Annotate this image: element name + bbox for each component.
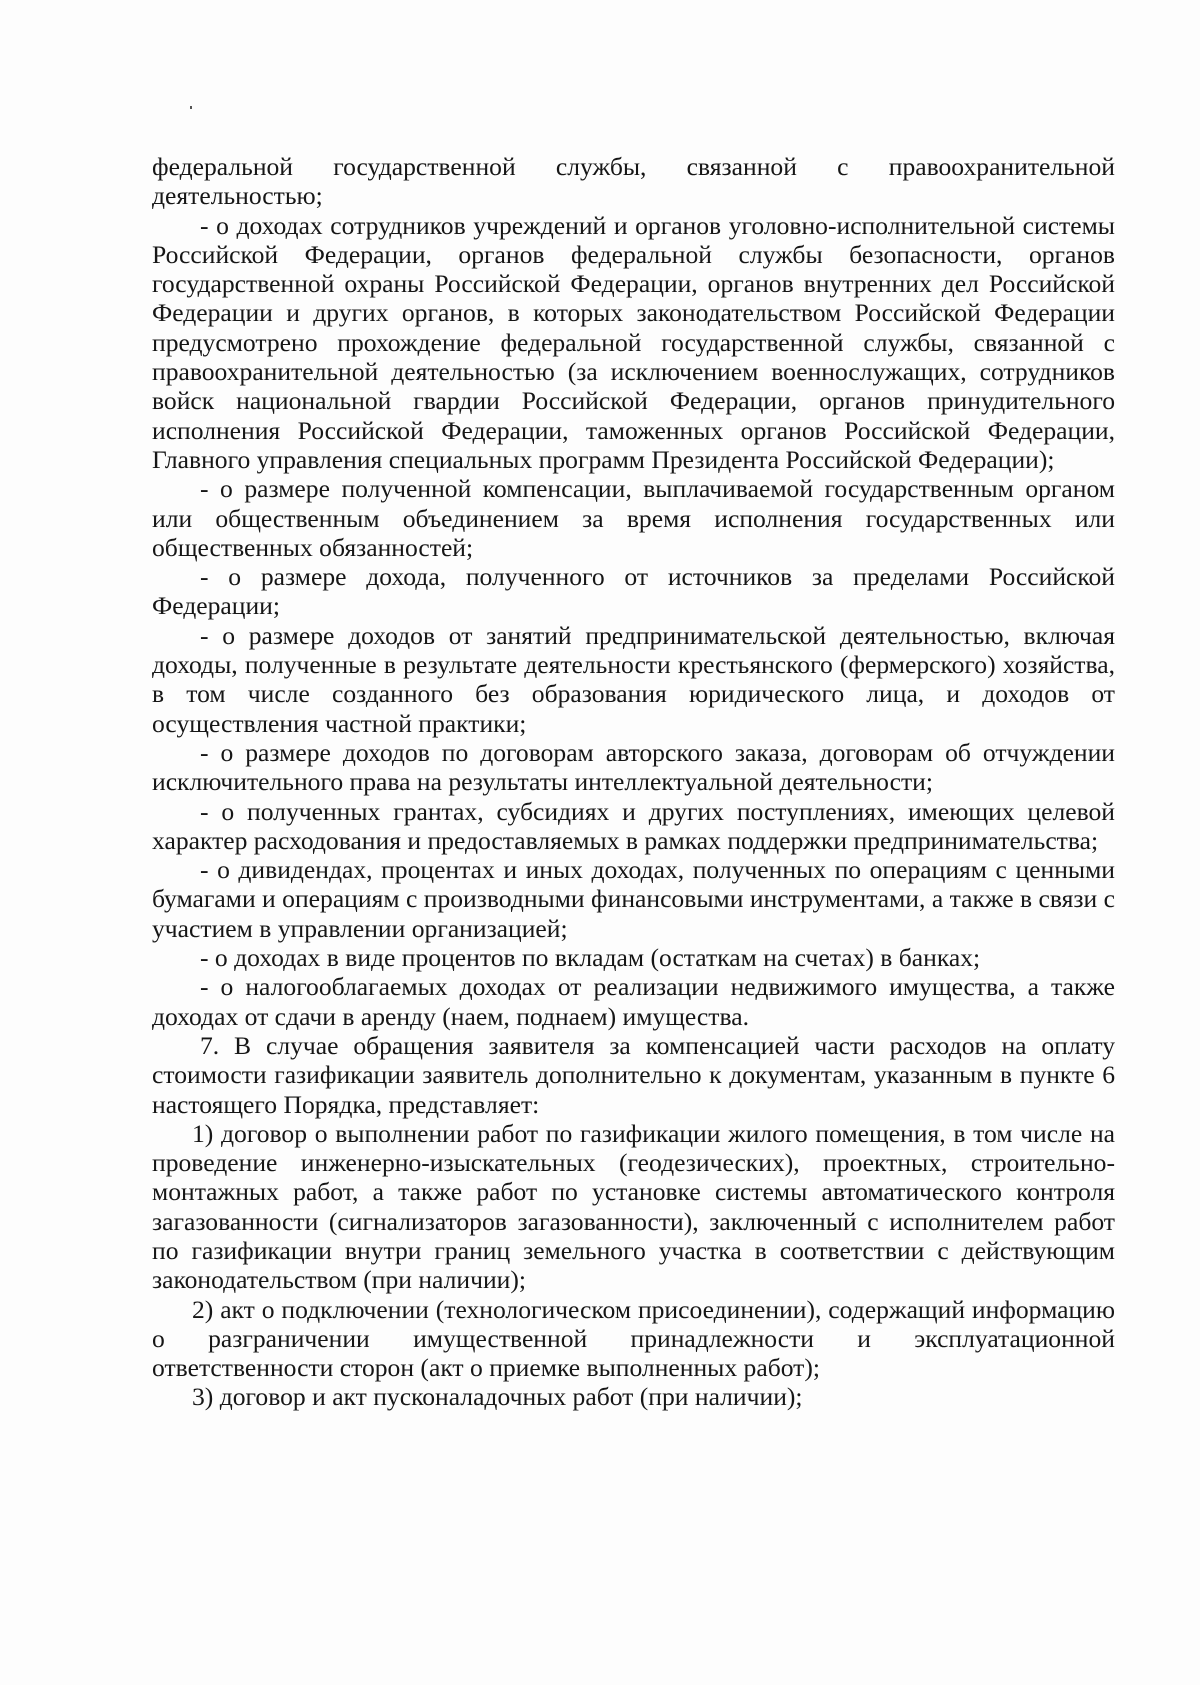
paragraph-law-enforcement-income: - о доходах сотрудников учреждений и органов уголовно-исполнительной системы Российской Федерации, органов федеральной службы безопасности, органов государственной охраны Российской Федерации, органов внутренних дел Российской Федерации и других органов, в которых законодательством Российской Федерации предусмотрено прохождение федеральной государственной службы, связанной с правоохранительной деятельностью (за исключением военнослужащих, сотрудников войск национальной гвардии Российской Федерации, органов принудительного исполнения Российской Федерации, таможенных органов Российской Федерации, Главного управления специальных программ Президента Российской Федерации); [152, 210, 1115, 474]
scan-speck [190, 106, 192, 109]
paragraph-item-1: 1) договор о выполнении работ по газификации жилого помещения, в том числе на проведение инженерно-изыскательных (геодезических), проектных, строительно-монтажных работ, а также работ по установке системы автоматического контроля загазованности (сигнализаторов загазованности), заключенный с исполнителем работ по газификации внутри границ земельного участка в соответствии с действующим законодательством (при наличии); [152, 1118, 1115, 1295]
paragraph-section-7: 7. В случае обращения заявителя за компенсацией части расходов на оплату стоимости газификации заявитель дополнительно к документам, указанным в пункте 6 настоящего Порядка, представляет: [152, 1030, 1115, 1119]
paragraph-real-estate: - о налогооблагаемых доходах от реализации недвижимого имущества, а также доходах от сдачи в аренду (наем, поднаем) имущества. [152, 972, 1115, 1031]
paragraph-dividends: - о дивидендах, процентах и иных доходах, полученных по операциям с ценными бумагами и операциям с производными финансовыми инструментами, а также в связи с участием в управлении организацией; [152, 855, 1115, 943]
paragraph-author-contracts: - о размере доходов по договорам авторского заказа, договорам об отчуждении исключительного права на результаты интеллектуальной деятельности; [152, 737, 1115, 797]
paragraph-item-2: 2) акт о подключении (технологическом присоединении), содержащий информацию о разграничении имущественной принадлежности и эксплуатационной ответственности сторон (акт о приемке выполненных работ); [152, 1294, 1115, 1383]
paragraph-continuation: федеральной государственной службы, связанной с правоохранительной деятельностью; [152, 152, 1115, 211]
paragraph-foreign-income: - о размере дохода, полученного от источников за пределами Российской Федерации; [152, 562, 1115, 621]
paragraph-grants: - о полученных грантах, субсидиях и других поступлениях, имеющих целевой характер расходования и предоставляемых в рамках поддержки предпринимательства; [152, 796, 1115, 855]
paragraph-item-3: 3) договор и акт пусконаладочных работ (при наличии); [192, 1382, 803, 1412]
paragraph-compensation: - о размере полученной компенсации, выплачиваемой государственным органом или общественным объединением за время исполнения государственных или общественных обязанностей; [152, 474, 1115, 562]
paragraph-bank-interest: - о доходах в виде процентов по вкладам (остаткам на счетах) в банках; [200, 943, 981, 973]
paragraph-business-income: - о размере доходов от занятий предпринимательской деятельностью, включая доходы, полученные в результате деятельности крестьянского (фермерского) хозяйства, в том числе созданного без образования юридического лица, и доходов от осуществления частной практики; [152, 620, 1115, 738]
document-body [152, 152, 1115, 1412]
